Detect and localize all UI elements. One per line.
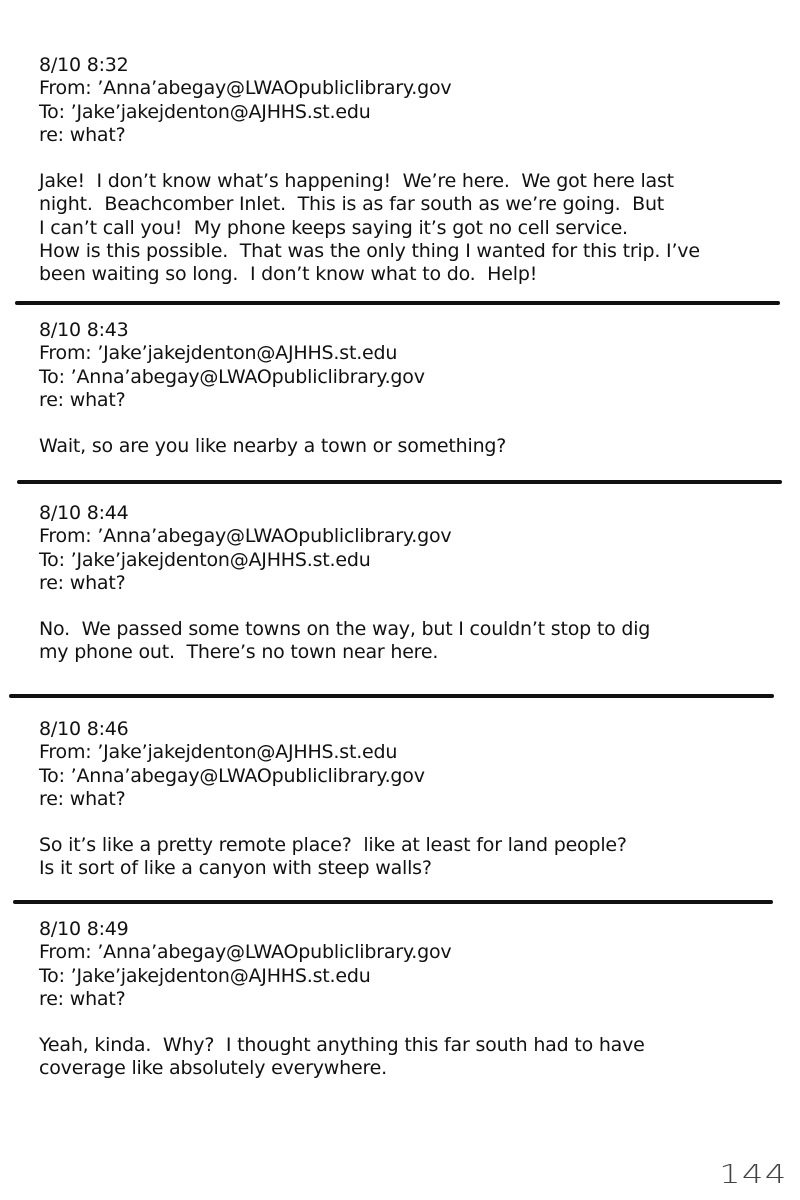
message-block — [39, 718, 759, 881]
message-date: 8/10 8:32 — [39, 54, 129, 76]
message-to: To: ’Jake’jakejdenton@AJHHS.st.edu — [39, 964, 371, 987]
message-block — [39, 54, 759, 287]
message-from: From: ’Anna’abegay@LWAOpubliclibrary.gov — [39, 525, 452, 548]
message-date: 8/10 8:46 — [39, 718, 129, 740]
message-date: 8/10 8:44 — [39, 502, 129, 524]
message-to: To: ’Jake’jakejdenton@AJHHS.st.edu — [39, 100, 371, 123]
message-divider — [15, 301, 780, 305]
message-body-line: my phone out. There’s no town near here. — [39, 641, 439, 664]
message-to: To: ’Anna’abegay@LWAOpubliclibrary.gov — [39, 764, 425, 787]
message-from: From: ’Jake’jakejdenton@AJHHS.st.edu — [39, 342, 398, 365]
message-body-line: night. Beachcomber Inlet. This is as far south as we’re going. But — [39, 193, 665, 216]
message-body-line: been waiting so long. I don’t know what to do. Help! — [39, 263, 538, 286]
message-body-line: Jake! I don’t know what’s happening! We’re here. We got here last — [39, 170, 674, 193]
message-subject: re: what? — [39, 123, 126, 146]
message-subject: re: what? — [39, 571, 126, 594]
message-from: From: ’Anna’abegay@LWAOpubliclibrary.gov — [39, 941, 452, 964]
message-block — [39, 319, 759, 458]
message-body-line: So it’s like a pretty remote place? like at least for land people? — [39, 834, 627, 857]
message-to: To: ’Anna’abegay@LWAOpubliclibrary.gov — [39, 365, 425, 388]
message-body-line: I can’t call you! My phone keeps saying it’s got no cell service. — [39, 216, 628, 239]
message-body-line: No. We passed some towns on the way, but I couldn’t stop to dig — [39, 618, 651, 641]
message-date: 8/10 8:43 — [39, 319, 129, 341]
message-block — [39, 502, 759, 665]
message-block — [39, 918, 759, 1081]
message-divider — [13, 900, 773, 904]
message-subject: re: what? — [39, 787, 126, 810]
message-body-line: Wait, so are you like nearby a town or something? — [39, 435, 507, 458]
message-date: 8/10 8:49 — [39, 918, 129, 940]
page-number: 144 — [719, 1160, 788, 1190]
message-body-line: How is this possible. That was the only thing I wanted for this trip. I’ve — [39, 240, 700, 263]
message-body-line: Yeah, kinda. Why? I thought anything this far south had to have — [39, 1034, 645, 1057]
message-from: From: ’Anna’abegay@LWAOpubliclibrary.gov — [39, 77, 452, 100]
message-body-line: coverage like absolutely everywhere. — [39, 1057, 387, 1080]
message-from: From: ’Jake’jakejdenton@AJHHS.st.edu — [39, 741, 398, 764]
message-divider — [9, 694, 774, 698]
message-body-line: Is it sort of like a canyon with steep walls? — [39, 857, 432, 880]
message-subject: re: what? — [39, 987, 126, 1010]
message-subject: re: what? — [39, 388, 126, 411]
message-divider — [17, 480, 782, 484]
message-to: To: ’Jake’jakejdenton@AJHHS.st.edu — [39, 548, 371, 571]
